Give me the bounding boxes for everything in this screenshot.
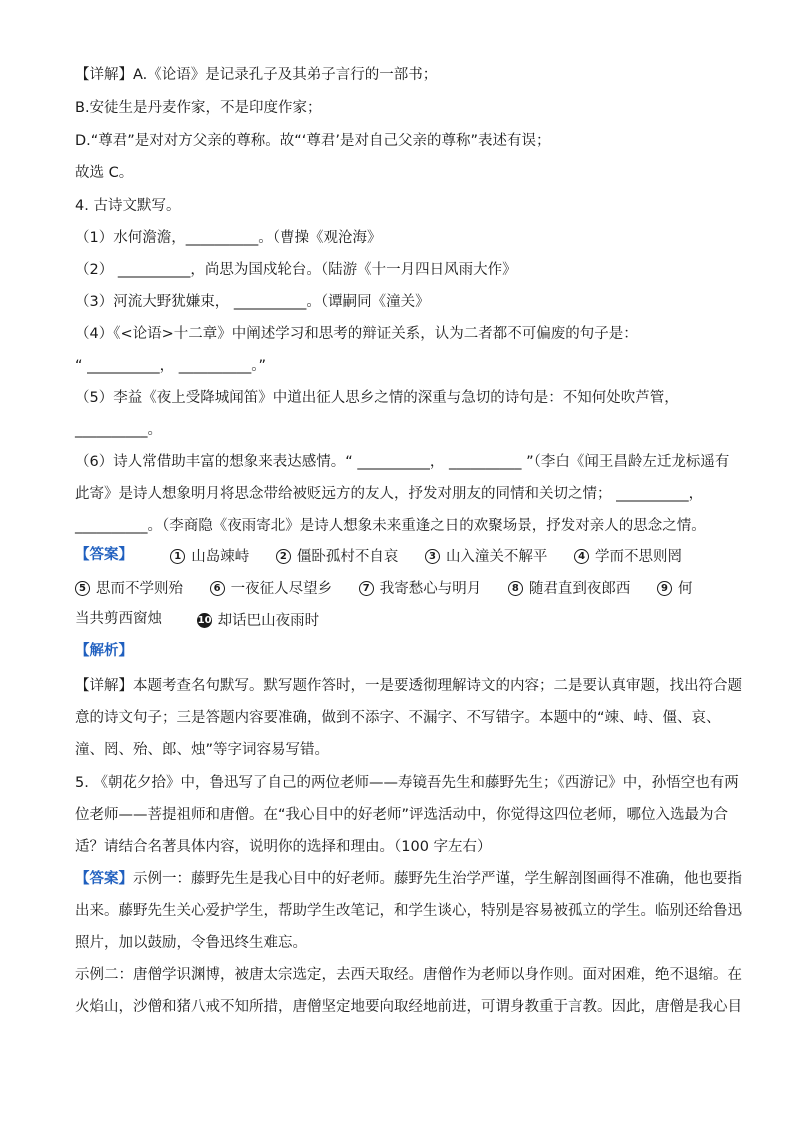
question-5-line-1: 5. 《朝花夕拾》中，鲁迅写了自己的两位老师——寿镜吾先生和藤野先生；《西游记》中，孙悟空也有两 bbox=[75, 775, 739, 791]
circled-number-icon: 8 bbox=[508, 581, 523, 596]
q4-item-4-blanks: “ __________， __________。” bbox=[75, 358, 266, 374]
question-5-line-2: 位老师——菩提祖师和唐僧。在“我心目中的好老师”评选活动中，你觉得这四位老师，哪位入选最为合 bbox=[75, 807, 729, 823]
detail-4-line-3: 潼、罔、殆、郎、烛”等字词容易写错。 bbox=[75, 742, 330, 758]
q4-item-6: （6）诗人常借助丰富的想象来表达感情。“ __________， __________ ”（李白《闻王昌龄左迁龙标遥有 bbox=[75, 454, 730, 470]
choose-answer: 故选 C。 bbox=[75, 165, 134, 181]
detail-4-line-2: 意的诗文句子；三是答题内容要准确，做到不添字、不漏字、不写错字。本题中的“竦、峙、僵、哀、 bbox=[75, 710, 721, 726]
answer-item: 当共剪西窗烛 bbox=[75, 611, 162, 627]
answer-5-line-5: 火焰山，沙僧和猪八戒不知所措，唐僧坚定地要向取经地前进，可谓身教重于言教。因此，唐僧是我心目 bbox=[75, 999, 742, 1015]
q4-item-4: （4）《<论语>十二章》中阐述学习和思考的辩证关系，认为二者都不可偏废的句子是： bbox=[75, 326, 638, 342]
circled-number-icon: 4 bbox=[574, 549, 589, 564]
answer-item: 7 我寄愁心与明月 bbox=[359, 579, 482, 599]
detail-d: D.“尊君”是对对方父亲的尊称。故“‘尊君’是对自己父亲的尊称”表述有误； bbox=[75, 133, 551, 149]
q4-item-6-end: __________。（李商隐《夜雨寄北》是诗人想象未来重逢之日的欢聚场景，抒发对亲人的思念之情。 bbox=[75, 518, 706, 534]
answer-item: 10 却话巴山夜雨时 bbox=[197, 612, 320, 629]
circled-number-icon: 5 bbox=[75, 581, 90, 596]
answer-item: 5 思而不学则殆 bbox=[75, 579, 183, 599]
circled-number-icon: 7 bbox=[359, 581, 374, 596]
analysis-label: 【解析】 bbox=[75, 643, 133, 659]
circled-number-icon: 2 bbox=[276, 549, 291, 564]
answer-5-line-2: 出来。藤野先生关心爱护学生，帮助学生改笔记，和学生谈心，特别是容易被孤立的学生。临别还给鲁迅 bbox=[75, 903, 742, 919]
circled-number-icon: 6 bbox=[210, 581, 225, 596]
answer-5-line-3: 照片，加以鼓励，令鲁迅终生难忘。 bbox=[75, 935, 307, 951]
answer-label: 【答案】 bbox=[75, 871, 133, 887]
question-5-line-3: 适？请结合名著具体内容，说明你的选择和理由。（100 字左右） bbox=[75, 839, 492, 855]
question-4-title: 4. 古诗文默写。 bbox=[75, 198, 181, 214]
answer-item: 8 随君直到夜郎西 bbox=[508, 579, 631, 599]
q4-item-2: （2） __________，尚思为国戍轮台。（陆游《十一月四日风雨大作》 bbox=[75, 262, 517, 278]
answer-item: 3 山入潼关不解平 bbox=[425, 547, 548, 567]
answer-item: 9 何 bbox=[657, 579, 693, 599]
circled-number-icon: 9 bbox=[657, 581, 672, 596]
answer-4-row-2 bbox=[75, 577, 724, 599]
answer-item: 4 学而不思则罔 bbox=[574, 547, 682, 567]
q4-item-1: （1）水何澹澹，__________。（曹操《观沧海》 bbox=[75, 230, 382, 246]
q4-item-6-cont: 此寄》是诗人想象明月将思念带给被贬远方的友人，抒发对朋友的同情和关切之情； __________， bbox=[75, 486, 704, 502]
circled-number-icon: 10 bbox=[197, 615, 212, 626]
answer-4-row-1 bbox=[75, 545, 724, 567]
answer-5-line-4: 示例二：唐僧学识渊博，被唐太宗选定，去西天取经。唐僧作为老师以身作则。面对困难，绝不退缩。在 bbox=[75, 967, 742, 983]
answer-5-line-1: 【答案】示例一：藤野先生是我心目中的好老师。藤野先生治学严谨，学生解剖图画得不准确，他也要指 bbox=[75, 871, 742, 887]
q4-item-3: （3）河流大野犹嫌束， __________。（谭嗣同《潼关》 bbox=[75, 294, 430, 310]
answer-4-row-3 bbox=[75, 609, 724, 631]
detail-b: B.安徒生是丹麦作家，不是印度作家； bbox=[75, 100, 322, 116]
detail-4-line-1: 【详解】本题考查名句默写。默写题作答时，一是要透彻理解诗文的内容；二是要认真审题，找出符合题 bbox=[75, 678, 742, 694]
detail-a: 【详解】A.《论语》是记录孔子及其弟子言行的一部书； bbox=[75, 67, 438, 83]
answer-label: 【答案】 bbox=[75, 547, 133, 563]
q4-item-5-blank: __________。 bbox=[75, 422, 162, 438]
circled-number-icon: 1 bbox=[170, 549, 185, 564]
circled-number-icon: 3 bbox=[425, 549, 440, 564]
answer-item: 2 僵卧孤村不自哀 bbox=[276, 547, 399, 567]
answer-item: 1 山岛竦峙 bbox=[170, 547, 249, 567]
answer-item: 6 一夜征人尽望乡 bbox=[210, 579, 333, 599]
q4-item-5: （5）李益《夜上受降城闻笛》中道出征人思乡之情的深重与急切的诗句是：不知何处吹芦管， bbox=[75, 390, 679, 406]
